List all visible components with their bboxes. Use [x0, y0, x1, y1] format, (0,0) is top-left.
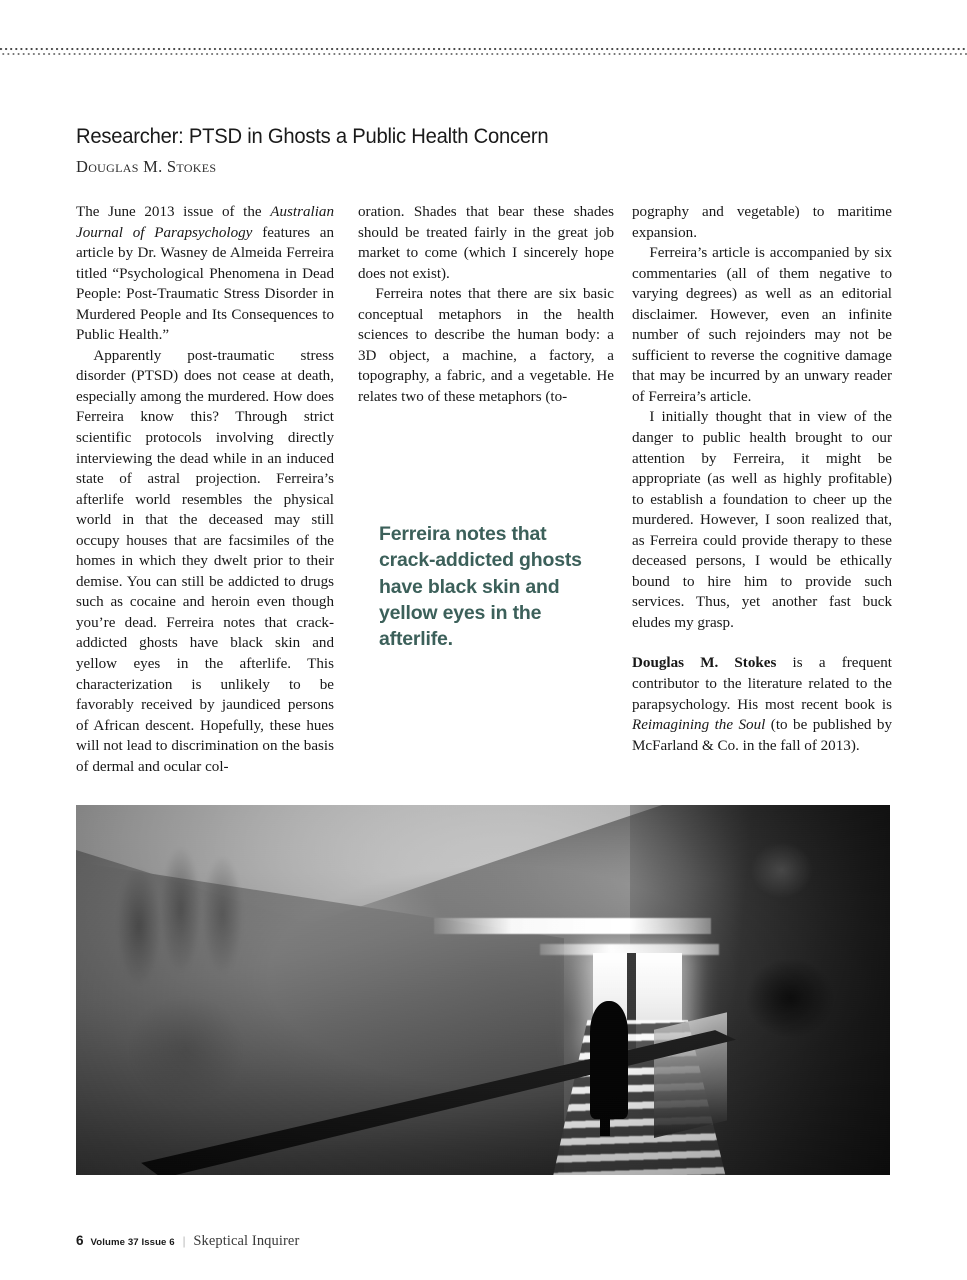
pull-quote: Ferreira notes that crack-addicted ghosts have black skin and yellow eyes in the afterlife.	[379, 523, 582, 651]
footer-separator: |	[182, 1233, 186, 1248]
top-dotted-rule	[0, 48, 967, 57]
paragraph: Ferreira’s article is accompanied by six commentaries (all of them negative to varying degrees) as well as an editorial disclaimer. However, even an infinite number of such rejoinders may not be sufficient to reverse the cognitive damage that may be incurred by an unwary reader of Ferreira’s article.	[632, 245, 892, 405]
paragraph: Ferreira notes that there are six basic conceptual metaphors in the health sciences to describe the human body: a 3D object, a machine, a factory, a topography, a fabric, and a vegetable. He relates two of these metaphors (to-	[358, 286, 614, 405]
paragraph: I initially thought that in view of the danger to public health brought to our attention by Ferreira, it might be appropriate (as well as highly profitable) to establish a foundation to cheer up the murdered. However, I soon realized that, as Ferreira could provide therapy to these deceased persons, I would be ethically bound to hire him to provide such services. Thus, yet another fast buck eludes my grasp.	[632, 409, 892, 631]
body-column-3	[632, 202, 892, 756]
body-column-1	[76, 202, 334, 777]
paragraph-text: The June 2013 issue of the	[76, 204, 271, 220]
author-bio	[632, 653, 892, 756]
article-header	[76, 124, 776, 176]
author-bio-text: (to be published by McFarland & Co. in the fall of 2013).	[632, 717, 892, 754]
paragraph: Apparently post-traumatic stress disorder (PTSD) does not cease at death, especially among the murdered. How does Ferreira know this? Through strict scientific protocols involving directly interviewing the dead while in an induced state of astral projection. Ferreira’s afterlife world resembles the physical world in that the deceased may still occupy houses that are facsimiles of the homes in which they dwelt prior to their demise. You can still be addicted to drugs such as cocaine and heroin even though you’re dead. Ferreira notes that crack-addicted ghosts have black skin and yellow eyes in the afterlife. This characterization is unlikely to be favorably received by jaundiced persons of African descent. Hopefully, these hues will not lead to discrimination on the basis of dermal and ocular col-	[76, 347, 334, 775]
footer-page-number: 6	[76, 1233, 84, 1248]
body-column-2	[358, 202, 614, 407]
article-photo	[76, 805, 890, 1175]
page-title: Researcher: PTSD in Ghosts a Public Health Concern	[76, 124, 549, 148]
page-footer	[76, 1233, 299, 1250]
journal-title: Australian Journal of Parapsychology	[76, 204, 334, 241]
paragraph	[76, 202, 334, 346]
book-title: Reimagining the Soul	[632, 717, 766, 734]
article-byline: Douglas M. Stokes	[76, 156, 217, 176]
author-bio-text: is a frequent contributor to the literature related to the parapsychology. His most recent book is	[632, 655, 892, 713]
photo-grain	[76, 805, 890, 1175]
photo-canvas	[76, 805, 890, 1175]
footer-publication-name: Skeptical Inquirer	[193, 1233, 300, 1249]
footer-issue-label: Volume 37 Issue 6	[90, 1237, 175, 1248]
paragraph-text: features an article by Dr. Wasney de Almeida Ferreira titled “Psychological Phenomena in Dead People: Post-Traumatic Stress Disorder in Murdered People and Its Consequences to Public Health.”	[76, 224, 334, 344]
paragraph: oration. Shades that bear these shades should be treated fairly in the great job market to come (which I sincerely hope does not exist).	[358, 204, 614, 282]
paragraph: pography and vegetable) to maritime expansion.	[632, 204, 892, 241]
author-bio-name: Douglas M. Stokes	[632, 655, 777, 672]
